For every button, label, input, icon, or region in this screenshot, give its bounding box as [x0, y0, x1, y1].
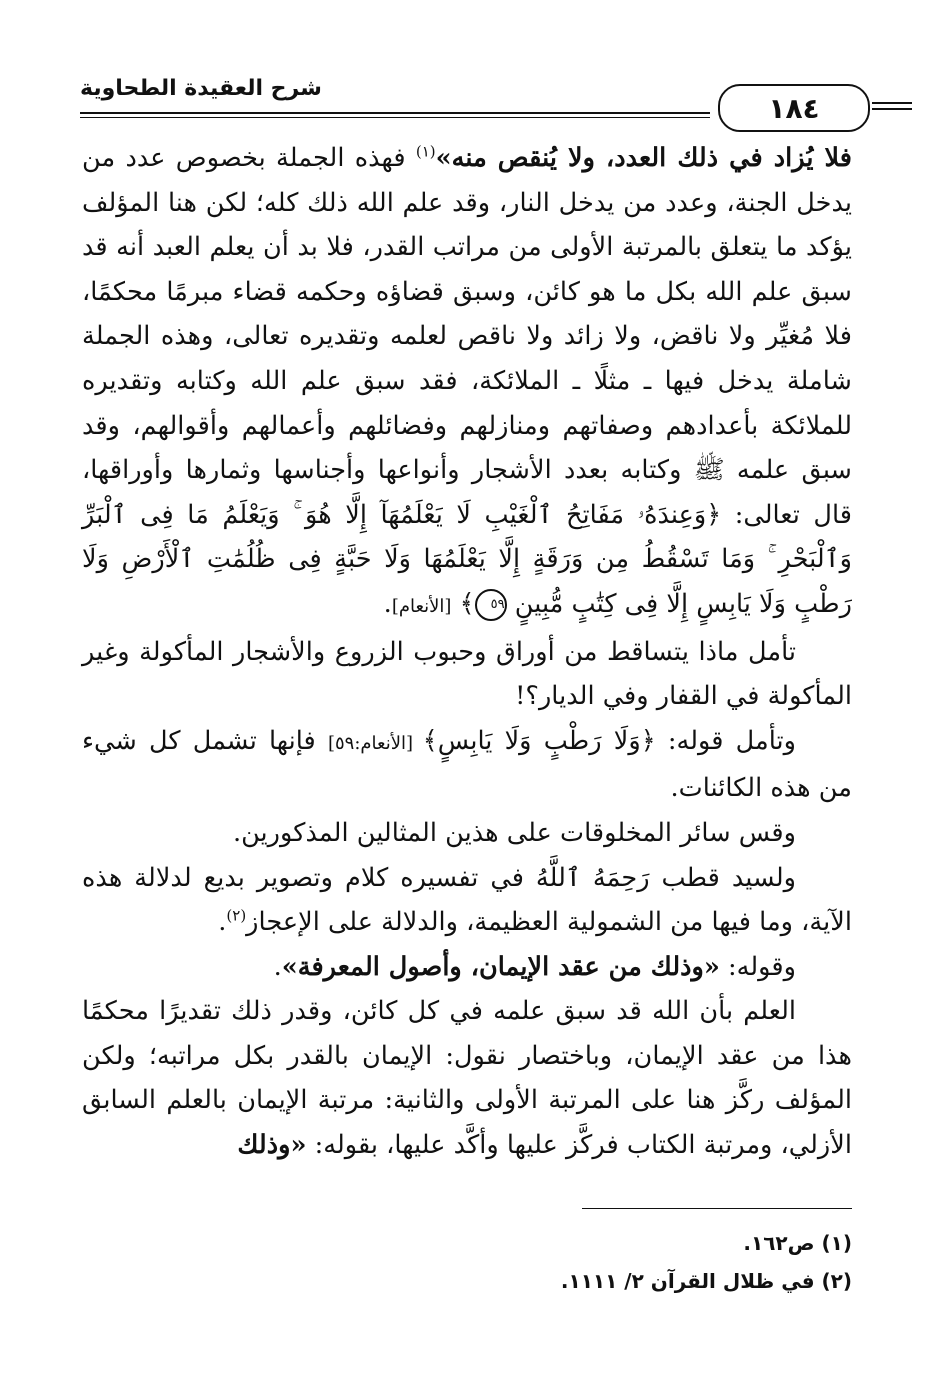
- body-text: [82, 136, 852, 1168]
- paragraph-4: وقس سائر المخلوقات على هذين المثالين المذكورين.: [232, 817, 796, 848]
- paragraph-5: [82, 856, 852, 945]
- bold-continuation: «وذلك: [237, 1130, 307, 1161]
- footnotes: [300, 1224, 852, 1300]
- footnote-ref-2[interactable]: (٢): [226, 906, 247, 925]
- paragraph-3-lead: وتأمل قوله:: [655, 725, 796, 756]
- paragraph-5-end: .: [218, 907, 227, 938]
- paragraph-5-text: ولسيد قطب رَحِمَهُ ٱللَّهُ في تفسيره كلام وتصوير بديع لدلالة هذه الآية، وما فيها من الشمولية العظيمة، والدلالة على الإعجاز: [82, 862, 852, 938]
- running-title: شرح العقيدة الطحاوية: [80, 76, 322, 101]
- paragraph-6: [82, 945, 852, 990]
- footnote-1: (١) ص١٦٢.: [743, 1231, 852, 1255]
- surah-citation-2: [الأنعام:٥٩]: [327, 732, 423, 754]
- page-header: [80, 66, 930, 126]
- quran-verse: ﴿وَعِندَهُۥ مَفَاتِحُ ٱلْغَيْبِ لَا يَعْلَمُهَآ إِلَّا هُوَ ۚ وَيَعْلَمُ مَا فِى ٱلْبَرِّ وَٱلْبَحْرِ ۚ وَمَا تَسْقُطُ مِن وَرَقَةٍ إِلَّا يَعْلَمُهَا وَلَا حَبَّةٍ فِى ظُلُمَٰتِ ٱلْأَرْضِ وَلَا رَطْبٍ وَلَا يَابِسٍ إِلَّا فِى كِتَٰبٍ مُّبِينٍ: [82, 499, 852, 619]
- surah-citation: [الأنعام]: [391, 595, 452, 617]
- header-rule: [80, 112, 710, 118]
- paragraph-6-lead: وقوله:: [719, 951, 796, 982]
- verse-number-icon: ٥٩: [475, 589, 507, 621]
- bold-quote-2: «وذلك من عقد الإيمان، وأصول المعرفة»: [281, 951, 720, 982]
- paragraph-6-end: .: [273, 951, 282, 982]
- paragraph-3: [82, 719, 852, 811]
- paragraph-1-text: فهذه الجملة بخصوص عدد من يدخل الجنة، وعدد من يدخل النار، وقد علم الله ذلك كله؛ لكن هنا المؤلف يؤكد ما يتعلق بالمرتبة الأولى من مراتب القدر، فلا بد أن يعلم العبد أنه قد سبق علم الله بكل ما هو كائن، وسبق قضاؤه وحكمه قضاء مبرمًا محكمًا، فلا مُغيِّر ولا ناقض، ولا زائد ولا ناقص لعلمه وتقديره تعالى، وهذه الجملة شاملة يدخل فيها ـ مثلًا ـ الملائكة، فقد سبق علم الله وكتابه وتقديره للملائكة بأعدادهم وصفاتهم ومنازلهم وفضائلهم وأعمالهم وأقوالهم، وقد سبق علمه ﷺ وكتابه بعدد الأشجار وأنواعها وأجناسها وثمارها وأوراقها، قال تعالى:: [82, 143, 852, 530]
- paragraph-3-rest: فإنها تشمل كل شيء من هذه الكائنات.: [82, 725, 852, 804]
- footnote-separator: [582, 1208, 852, 1209]
- footnote-2: (٢) في ظلال القرآن ٢/ ١١١١.: [560, 1269, 852, 1293]
- verse-close: ﴾: [459, 588, 475, 619]
- paragraph-7-text: العلم بأن الله قد سبق علمه في كل كائن، وقدر ذلك تقديرًا محكمًا هذا من عقد الإيمان، وباختصار نقول: الإيمان بالقدر بكل مراتبه؛ ولكن المؤلف ركَّز هنا على المرتبة الأولى والثانية: مرتبة الإيمان بالعلم السابق الأزلي، ومرتبة الكتاب فركَّز عليها وأكَّد عليها، بقوله:: [82, 996, 852, 1161]
- paragraph-2: تأمل ماذا يتساقط من أوراق وحبوب الزروع والأشجار المأكولة وغير المأكولة في القفار وفي الديار؟!: [82, 636, 852, 712]
- footnote-ref-1[interactable]: (١): [415, 142, 436, 161]
- quran-verse-short: ﴿وَلَا رَطْبٍ وَلَا يَابِسٍ﴾: [422, 725, 656, 756]
- paragraph-1-end: .: [383, 588, 392, 619]
- header-rule-short: [872, 102, 912, 110]
- page-number: ١٨٤: [718, 84, 870, 132]
- paragraph-1: [82, 136, 852, 630]
- bold-quote: فلا يُزاد في ذلك العدد، ولا يُنقص منه»: [435, 143, 852, 173]
- paragraph-7: [82, 989, 852, 1167]
